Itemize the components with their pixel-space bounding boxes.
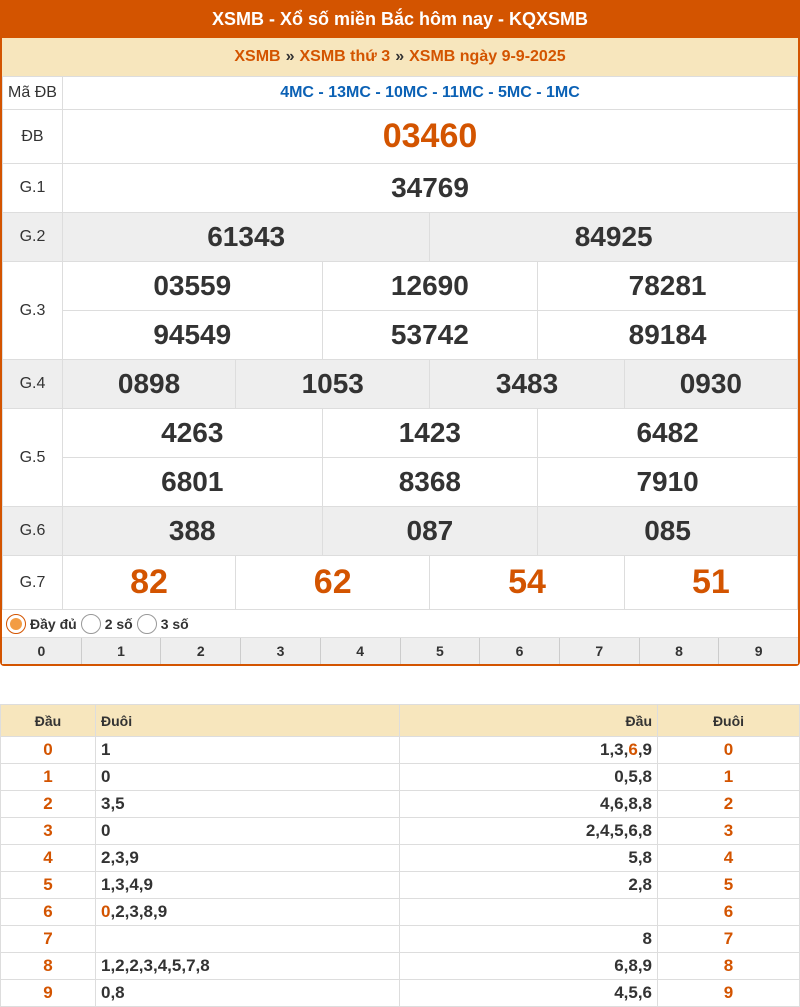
header-dau: Đầu	[1, 705, 96, 737]
prize-db-label: ĐB	[3, 110, 63, 164]
duoi-digit: 7	[658, 926, 800, 953]
dau-digit: 3	[1, 818, 96, 845]
breadcrumb-xsmb[interactable]: XSMB	[234, 48, 281, 65]
table-row	[1, 764, 800, 791]
duoi-values	[96, 764, 400, 791]
prize-g7-number: 54	[430, 556, 624, 610]
duoi-text: ,2,3,8,9	[110, 902, 168, 921]
dau-digit: 1	[1, 764, 96, 791]
duoi-values	[96, 737, 400, 764]
prize-g3-label: G.3	[3, 262, 63, 360]
duoi-digit: 8	[658, 953, 800, 980]
digit-button[interactable]: 8	[640, 638, 720, 664]
digit-button[interactable]: 3	[241, 638, 321, 664]
ma-db-label: Mã ĐB	[3, 77, 63, 110]
prize-g4-number: 1053	[236, 360, 430, 409]
dau-text: 6,8,9	[614, 956, 652, 975]
digit-button[interactable]: 4	[321, 638, 401, 664]
dau-text: ,9	[637, 740, 652, 759]
duoi-digit: 5	[658, 872, 800, 899]
duoi-values	[96, 980, 400, 1007]
dau-text: 4,5,6	[614, 983, 652, 1002]
duoi-text: 0	[101, 821, 111, 840]
prize-g2-number: 61343	[63, 213, 430, 262]
breadcrumb	[2, 38, 798, 76]
breadcrumb-separator: »	[285, 48, 295, 65]
prize-g3-number: 89184	[538, 311, 798, 360]
dau-values	[400, 953, 658, 980]
duoi-digit: 9	[658, 980, 800, 1007]
dau-text: 4,6,8,8	[600, 794, 652, 813]
prize-g6-number: 388	[63, 507, 323, 556]
dau-values	[400, 818, 658, 845]
prize-g4-label: G.4	[3, 360, 63, 409]
prize-g2-label: G.2	[3, 213, 63, 262]
duoi-text: 3,5	[101, 794, 125, 813]
prize-g3-number: 94549	[63, 311, 323, 360]
duoi-values	[96, 872, 400, 899]
results-box	[0, 38, 800, 666]
dau-text-pre: 1,3,	[599, 740, 629, 759]
prize-g4-number: 0898	[63, 360, 236, 409]
table-row	[1, 872, 800, 899]
option-full[interactable]	[6, 614, 77, 634]
table-row	[1, 926, 800, 953]
dau-values	[400, 791, 658, 818]
digit-button[interactable]: 9	[754, 643, 763, 659]
header-duoi: Đuôi	[658, 705, 800, 737]
radio-icon[interactable]	[81, 614, 101, 634]
digit-button[interactable]: 0	[2, 638, 82, 664]
dau-values	[400, 872, 658, 899]
prize-g4-number: 0930	[624, 360, 797, 409]
duoi-digit: 4	[658, 845, 800, 872]
prize-g6-label: G.6	[3, 507, 63, 556]
dau-digit: 9	[1, 980, 96, 1007]
dau-text: 2,8	[628, 875, 652, 894]
digit-button[interactable]: 2	[161, 638, 241, 664]
dau-text: 0,5,8	[614, 767, 652, 786]
prize-g5-number: 6801	[63, 458, 323, 507]
header-dau: Đầu	[400, 705, 658, 737]
table-row	[1, 845, 800, 872]
table-row	[1, 737, 800, 764]
dau-values	[400, 737, 658, 764]
duoi-text: 1,2,2,3,4,5,7,8	[101, 956, 210, 975]
page-title: XSMB - Xổ số miền Bắc hôm nay - KQXSMB	[0, 0, 800, 38]
display-options	[2, 610, 798, 638]
dau-digit: 6	[1, 899, 96, 926]
prize-g5-number: 7910	[538, 458, 798, 507]
duoi-text: 0	[101, 767, 111, 786]
dau-digit: 2	[1, 791, 96, 818]
radio-selected-icon[interactable]	[6, 614, 26, 634]
duoi-values	[96, 953, 400, 980]
breadcrumb-date[interactable]: XSMB ngày 9-9-2025	[409, 48, 566, 65]
prize-g4-number: 3483	[430, 360, 624, 409]
digit-filter-bar	[2, 638, 798, 664]
prize-g7-number: 82	[63, 556, 236, 610]
prize-g5-number: 8368	[322, 458, 538, 507]
prize-g2-number: 84925	[430, 213, 798, 262]
duoi-text: 0,8	[101, 983, 125, 1002]
table-row	[1, 818, 800, 845]
duoi-digit: 3	[658, 818, 800, 845]
radio-icon[interactable]	[137, 614, 157, 634]
prize-g7-number: 62	[236, 556, 430, 610]
highlight-digit: 6	[628, 740, 638, 759]
dau-values	[400, 926, 658, 953]
duoi-digit: 1	[658, 764, 800, 791]
dau-values	[400, 980, 658, 1007]
digit-button[interactable]: 7	[560, 638, 640, 664]
duoi-values	[96, 899, 400, 926]
prize-g3-number: 78281	[538, 262, 798, 311]
dau-values	[400, 899, 658, 926]
breadcrumb-separator: »	[395, 48, 405, 65]
prize-g1-number: 34769	[63, 164, 798, 213]
prize-g6-number: 085	[538, 507, 798, 556]
option-three-label: 3 số	[160, 615, 189, 632]
prize-db-number: 03460	[63, 110, 798, 164]
duoi-values	[96, 845, 400, 872]
dau-digit: 5	[1, 872, 96, 899]
results-table	[2, 76, 798, 610]
option-two-digits[interactable]	[81, 614, 133, 634]
dau-text: 2,4,5,6,8	[585, 821, 652, 840]
dau-digit: 0	[1, 737, 96, 764]
dau-duoi-table	[0, 704, 800, 1007]
duoi-digit: 2	[658, 791, 800, 818]
duoi-text: 1	[101, 740, 111, 759]
option-three-digits[interactable]	[137, 614, 189, 634]
duoi-digit: 6	[658, 899, 800, 926]
breadcrumb-weekday[interactable]: XSMB thứ 3	[299, 48, 391, 65]
prize-g7-number: 51	[624, 556, 797, 610]
table-row	[1, 899, 800, 926]
option-full-label: Đầy đủ	[30, 615, 77, 632]
prize-g5-number: 1423	[322, 409, 538, 458]
table-row	[1, 980, 800, 1007]
option-two-label: 2 số	[104, 615, 133, 632]
prize-g5-label: G.5	[3, 409, 63, 507]
table-row	[1, 791, 800, 818]
table-row	[1, 953, 800, 980]
duoi-values	[96, 818, 400, 845]
dau-text: 5,8	[628, 848, 652, 867]
prize-g3-number: 03559	[63, 262, 323, 311]
dau-digit: 7	[1, 926, 96, 953]
duoi-text: 1,3,4,9	[101, 875, 153, 894]
highlight-digit: 0	[101, 902, 111, 921]
digit-button[interactable]: 1	[82, 638, 162, 664]
prize-g7-label: G.7	[3, 556, 63, 610]
dau-digit: 8	[1, 953, 96, 980]
dau-digit: 4	[1, 845, 96, 872]
dau-values	[400, 845, 658, 872]
duoi-digit: 0	[658, 737, 800, 764]
duoi-text: 2,3,9	[101, 848, 139, 867]
duoi-values	[96, 926, 400, 953]
header-duoi: Đuôi	[96, 705, 400, 737]
dau-text: 8	[642, 929, 652, 948]
prize-g6-number: 087	[322, 507, 538, 556]
ma-db-value: 4MC - 13MC - 10MC - 11MC - 5MC - 1MC	[63, 77, 798, 110]
prize-g3-number: 53742	[322, 311, 538, 360]
digit-button[interactable]: 6	[480, 638, 560, 664]
duoi-values	[96, 791, 400, 818]
dau-values	[400, 764, 658, 791]
prize-g5-number: 6482	[538, 409, 798, 458]
prize-g1-label: G.1	[3, 164, 63, 213]
prize-g3-number: 12690	[322, 262, 538, 311]
prize-g5-number: 4263	[63, 409, 323, 458]
digit-button[interactable]: 5	[401, 638, 481, 664]
